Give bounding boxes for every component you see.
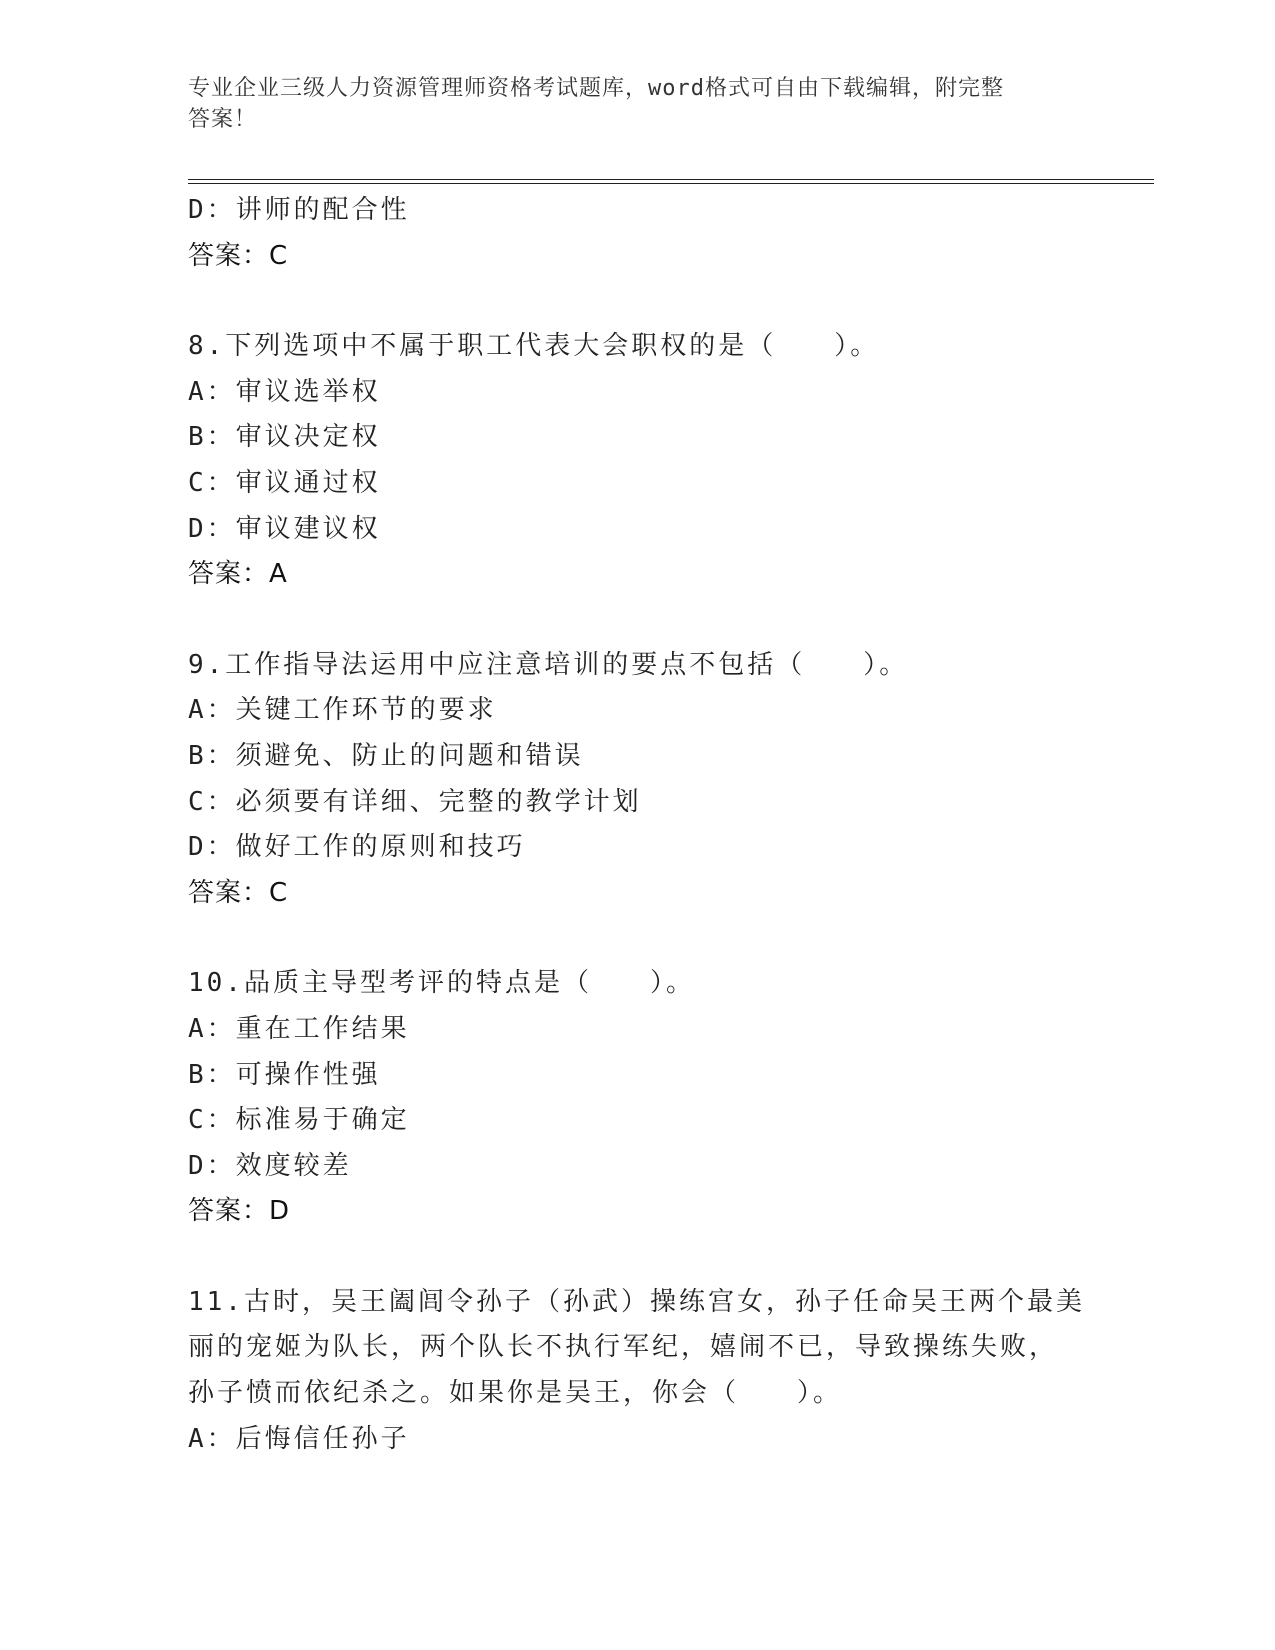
option-b: B：须避免、防止的问题和错误 [188,740,584,771]
option-a: A：后悔信任孙子 [188,1423,410,1454]
option-d: D：讲师的配合性 [188,195,410,225]
header-line-1: 专业企业三级人力资源管理师资格考试题库，word格式可自由下载编辑，附完整 [188,76,1004,101]
question-text-line-1: 11.古时，吴王阖闾令孙子（孙武）操练宫女，孙子任命吴王两个最美 [188,1286,1085,1317]
spacer [188,1235,1108,1280]
option-b: B：审议决定权 [188,422,381,453]
spacer [188,598,1108,643]
answer: 答案：C [188,877,289,908]
question-block-8 [188,324,1108,598]
option-a: A：关键工作环节的要求 [188,695,497,726]
header-line-2: 答案！ [188,107,258,132]
option-a: A：审议选举权 [188,376,381,407]
option-d: D：效度较差 [188,1150,352,1181]
option-d: D：做好工作的原则和技巧 [188,832,526,863]
spacer [188,279,1108,324]
question-text-line-2: 丽的宠姬为队长，两个队长不执行军纪，嬉闹不已，导致操练失败， [188,1332,1059,1363]
header-rule-top [188,179,1154,180]
question-text: 8.下列选项中不属于职工代表大会职权的是（ ）。 [188,331,880,362]
question-text: 9.工作指导法运用中应注意培训的要点不包括（ ）。 [188,649,909,680]
option-a: A：重在工作结果 [188,1013,410,1044]
option-d: D：审议建议权 [188,513,381,544]
header-rule-bottom [188,183,1154,184]
option-b: B：可操作性强 [188,1059,381,1090]
option-c: C：标准易于确定 [188,1105,410,1136]
question-block-9 [188,643,1108,917]
option-c: C：审议通过权 [188,467,381,498]
question-list [188,188,1108,1462]
question-block-11 [188,1280,1108,1462]
document-header [188,73,1068,135]
spacer [188,916,1108,961]
question-text: 10.品质主导型考评的特点是（ ）。 [188,968,695,999]
answer: 答案：C [188,240,289,271]
option-c: C：必须要有详细、完整的教学计划 [188,786,642,817]
question-text-line-3: 孙子愤而依纪杀之。如果你是吴王，你会（ ）。 [188,1378,843,1409]
question-block-7 [188,188,1108,279]
question-block-10 [188,961,1108,1235]
answer: 答案：D [188,1196,291,1227]
answer: 答案：A [188,559,288,590]
